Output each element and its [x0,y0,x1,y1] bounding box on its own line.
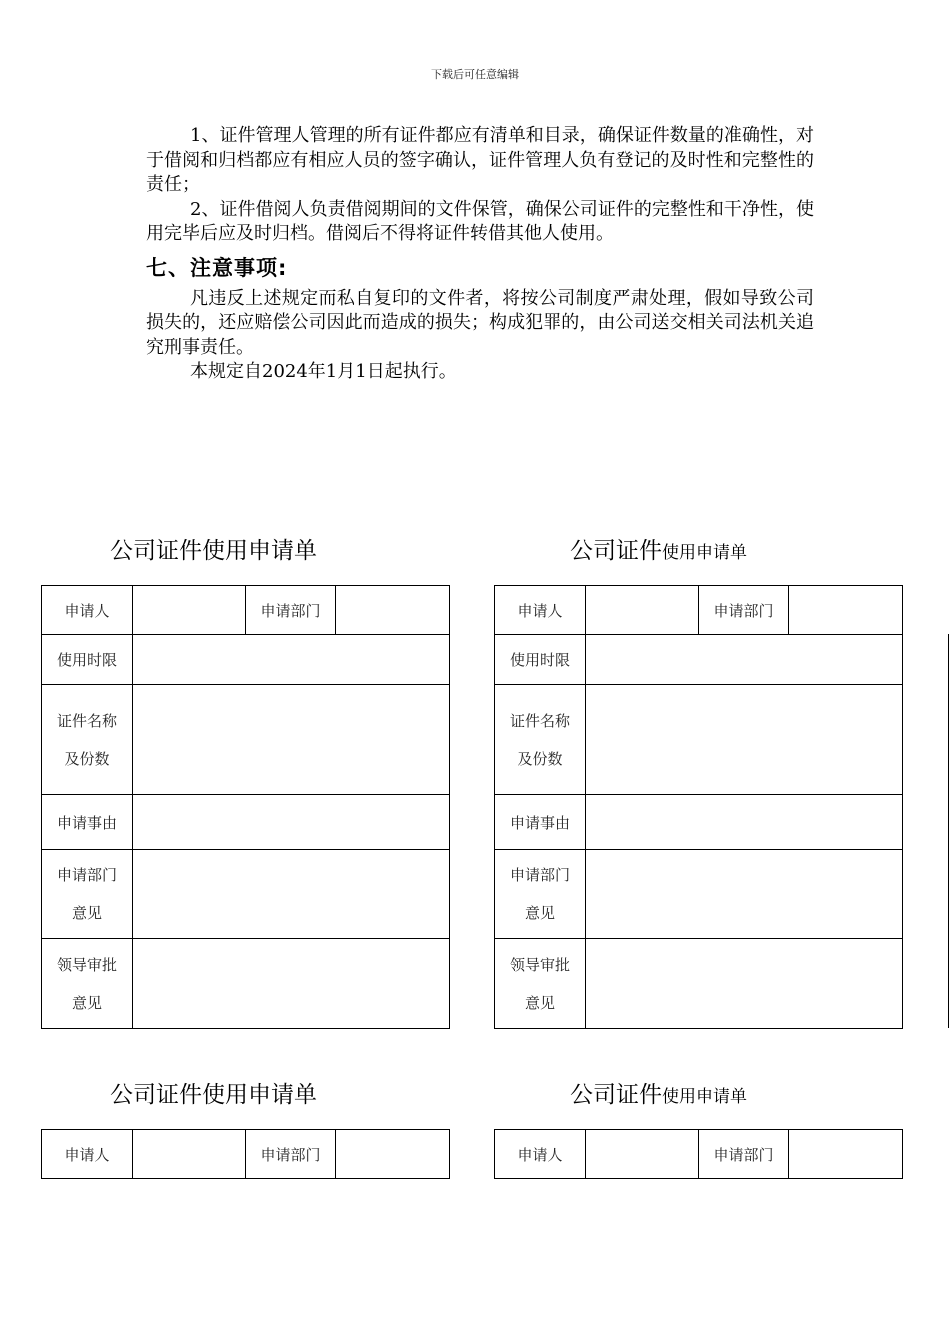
section-heading-7: 七、注意事项: [146,255,288,280]
period-label: 使用时限 [495,635,586,685]
form-title-part-a: 公司证件 [570,1082,662,1108]
applicant-label: 申请人 [42,1130,133,1179]
period-field[interactable] [133,635,450,685]
applicant-field[interactable] [586,1130,699,1179]
applicant-label: 申请人 [495,1130,586,1179]
dept-opinion-field[interactable] [133,850,450,939]
page-edge-line [948,634,949,1028]
reason-label: 申请事由 [42,795,133,850]
dept-opinion-label: 申请部门 意见 [495,850,586,939]
certificate-field[interactable] [133,685,450,795]
reason-field[interactable] [133,795,450,850]
leader-approval-label: 领导审批 意见 [495,939,586,1029]
form-title-part-b: 使用申请单 [662,543,747,563]
certificate-field[interactable] [586,685,903,795]
department-label: 申请部门 [246,586,336,635]
leader-approval-label: 领导审批 意见 [42,939,133,1029]
form-title-left-2: 公司证件使用申请单 [110,1082,317,1108]
form-title-left-1: 公司证件使用申请单 [110,538,317,564]
reason-label: 申请事由 [495,795,586,850]
department-field[interactable] [789,586,903,635]
applicant-field[interactable] [586,586,699,635]
leader-approval-field[interactable] [133,939,450,1029]
document-body [146,124,814,385]
department-label: 申请部门 [246,1130,336,1179]
dept-opinion-field[interactable] [586,850,903,939]
paragraph-2: 2、证件借阅人负责借阅期间的文件保管，确保公司证件的完整性和干净性，使用完毕后应及时归档。借阅后不得将证件转借其他人使用。 [146,198,814,244]
leader-approval-field[interactable] [586,939,903,1029]
form-title-part-b: 使用申请单 [662,1087,747,1107]
department-label: 申请部门 [699,586,789,635]
application-form-left [41,585,450,1029]
department-field[interactable] [336,1130,450,1179]
form-title-part-a: 公司证件 [570,538,662,564]
applicant-label: 申请人 [42,586,133,635]
certificate-label: 证件名称 及份数 [495,685,586,795]
applicant-field[interactable] [133,586,246,635]
reason-field[interactable] [586,795,903,850]
period-label: 使用时限 [42,635,133,685]
form-title-right-1 [570,532,747,565]
period-field[interactable] [586,635,903,685]
department-field[interactable] [789,1130,903,1179]
paragraph-1: 1、证件管理人管理的所有证件都应有清单和目录，确保证件数量的准确性，对于借阅和归档都应有相应人员的签字确认，证件管理人负有登记的及时性和完整性的责任； [146,125,814,195]
paragraph-3: 凡违反上述规定而私自复印的文件者，将按公司制度严肃处理，假如导致公司损失的，还应赔偿公司因此而造成的损失；构成犯罪的，由公司送交相关司法机关追究刑事责任。 [146,287,814,358]
department-label: 申请部门 [699,1130,789,1179]
paragraph-4: 本规定自2024年1月1日起执行。 [190,361,457,382]
dept-opinion-label: 申请部门 意见 [42,850,133,939]
application-form-right [494,585,903,1029]
certificate-label: 证件名称 及份数 [42,685,133,795]
applicant-field[interactable] [133,1130,246,1179]
page-header: 下载后可任意编辑 [431,68,519,81]
form-title-right-2 [570,1076,747,1109]
applicant-label: 申请人 [495,586,586,635]
application-form-right-2 [494,1129,903,1179]
application-form-left-2 [41,1129,450,1179]
department-field[interactable] [336,586,450,635]
